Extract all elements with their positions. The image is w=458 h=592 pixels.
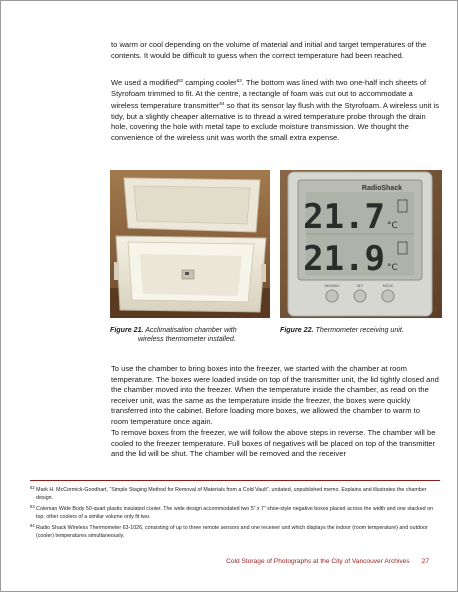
body-text-cooler [111, 76, 439, 144]
paragraph-3: To use the chamber to bring boxes into the freezer, we started with the chamber at room temperature. The boxes were loaded inside on top of the transmitter unit, the lid tightly closed and the chamber moved into the freezer. When the temperature inside the chamber, as read on the receiver unit, was the same as the temperature inside the freezer, the boxes were quickly transferred into the cabinet. Before loading more boxes, we allowed the chamber to warm to room temperature once again. [111, 364, 439, 426]
figure-22-photo [280, 170, 442, 318]
footnotes [30, 484, 438, 541]
page-number: 27 [421, 558, 429, 565]
footnote-ref-62[interactable]: 62 [177, 78, 184, 83]
temp-reading-indoor: 21.7 [303, 197, 385, 237]
mode-button [382, 290, 394, 302]
footnote-rule [30, 480, 440, 481]
footer-title: Cold Storage of Photographs at the City of Vancouver Archives [226, 558, 410, 565]
minmax-button [326, 290, 338, 302]
footnote-62: $^{62}$ Mark H. McCormick-Goodhart, “Simple Staging Method for Removal of Materials from a Cold Vault”, undated, unpublished memo. Explains and illustrates the chamber design. [30, 485, 427, 501]
footnote-ref-63[interactable]: 63 [236, 78, 242, 83]
button-label-mode: MODE [382, 284, 394, 288]
set-button [354, 290, 366, 302]
button-label-set: SET [356, 284, 364, 288]
brand-logo: RadioShack [361, 185, 402, 192]
footnote-63: $^{63}$ Coleman Wide Body 50-quart plastic insulated cooler. The wide design accommodated two 5” x 7” shoe-style negative boxes placed across the width and one stacked on top; other coolers of a similar volume only fit two. [30, 504, 433, 520]
thermometer-image [280, 170, 442, 318]
button-label-minmax: MIN/MAX [324, 284, 340, 288]
figure-21-caption: Figure 21. Acclimatisation chamber with wireless thermometer installed. [110, 326, 237, 344]
figure-22-caption: Figure 22. Thermometer receiving unit. [280, 326, 404, 334]
footnote-ref-64[interactable]: 64 [219, 101, 225, 107]
temp-reading-outdoor: 21.9 [303, 239, 385, 279]
body-text-top [111, 40, 439, 61]
running-footer [226, 558, 429, 565]
figure-22-label: Figure 22. [280, 326, 314, 334]
body-text-removal [111, 428, 439, 460]
paragraph-4: To remove boxes from the freezer, we will follow the above steps in reverse. The chamber will be cooled to the freezer temperature. Full boxes of negatives will be placed on top of the transmitter and the lid will be shut. The chamber will be removed and the receiver [111, 428, 436, 459]
paragraph-2: We used a modified$^{62}$ camping cooler$^{63}$. The bottom was lined with two one-half inch sheets of Styrofoam trimmed to fit. At the centre, a rectangle of foam was cut out to accommodate a wireless temperature transmitter$^{64}$ so that its sensor lay flush with the Styrofoam. A wireless unit is tidy, but a slightly cheaper alternative is to thread a wired temperature probe through the drain hole, covering the hole with metal tape to exclude moisture transmission. We thought the convenience of the wireless unit was worth the small extra expense. [111, 78, 439, 142]
body-text-loading [111, 364, 439, 428]
footnote-64: $^{64}$ Radio Shack Wireless Thermometer 63-1026, consisting of up to three remote sensors and one receiver unit which displays the indoor (room temperature) and outdoor (cooler) temperatures simultaneously. [30, 523, 428, 539]
temp-unit-indoor: °C [387, 221, 398, 231]
temp-unit-outdoor: °C [387, 263, 398, 273]
paragraph-1: to warm or cool depending on the volume of material and initial and target temperatures of the contents. It would be difficult to guess when the correct temperature had been reached. [111, 40, 427, 60]
figure-21-photo [110, 170, 270, 318]
cooler-image [110, 170, 270, 318]
figure-21-label: Figure 21. [110, 326, 144, 334]
